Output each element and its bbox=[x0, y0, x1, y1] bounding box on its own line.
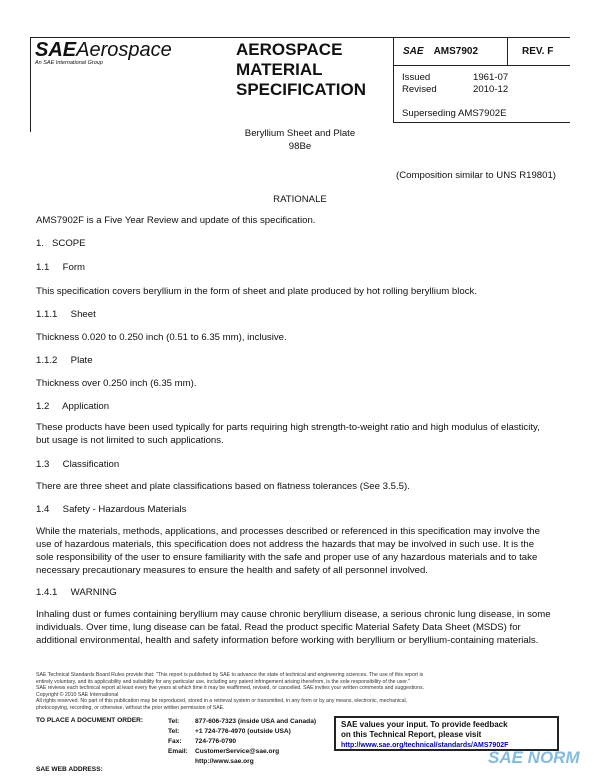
section-text: Inhaling dust or fumes containing beryllium may cause chronic beryllium disease, a serious chronic lung disease, in some bbox=[36, 609, 551, 620]
doc-subtitle: 98Be bbox=[288, 141, 312, 152]
revised-value: 2010-12 bbox=[473, 84, 509, 95]
composition-note: (Composition similar to UNS R19801) bbox=[396, 170, 556, 181]
header-top-border bbox=[30, 37, 570, 38]
section-text: sole responsibility of the user to ensure familiarity with the safe and proper use of any hazardous materials and to take bbox=[36, 552, 538, 563]
section-heading: 1.2 Application bbox=[36, 401, 110, 412]
doc-number: SAE AMS7902 bbox=[403, 46, 479, 57]
web-address[interactable]: http://www.sae.org bbox=[195, 758, 254, 765]
section-text: While the materials, methods, applications, and processes described or referenced in this specification may involve the bbox=[36, 526, 540, 537]
section-text: There are three sheet and plate classifications based on flatness tolerances (See 3.5.5). bbox=[36, 481, 410, 492]
section-heading: 1. SCOPE bbox=[36, 238, 86, 249]
revision: REV. F bbox=[522, 46, 554, 57]
header-divider bbox=[393, 37, 394, 123]
rationale-heading: RATIONALE bbox=[273, 194, 327, 205]
section-heading: 1.3 Classification bbox=[36, 459, 120, 470]
section-text: These products have been used typically for parts requiring high strength-to-weight ratio and high modulus of elasticity, bbox=[36, 422, 540, 433]
section-heading: 1.1 Form bbox=[36, 262, 86, 273]
feedback-box: SAE values your input. To provide feedback on this Technical Report, please visit http://www.sae.org/technical/standards/AMS7902F bbox=[334, 716, 559, 751]
header-left-border bbox=[30, 37, 31, 132]
revised-label: Revised bbox=[402, 84, 437, 95]
sae-norm-watermark: SAE NORM bbox=[488, 748, 580, 767]
rationale-text: AMS7902F is a Five Year Review and update of this specification. bbox=[36, 215, 316, 226]
section-text: necessary precautionary measures to ensure the health and safety of all personnel involved. bbox=[36, 565, 428, 576]
header-bottom-border bbox=[393, 122, 570, 123]
issued-label: Issued bbox=[402, 72, 431, 83]
section-heading: 1.4.1 WARNING bbox=[36, 587, 117, 598]
section-heading: 1.4 Safety - Hazardous Materials bbox=[36, 504, 187, 515]
section-text: use of hazardous materials, this specification does not address the hazards that may be involved in such use. It is the bbox=[36, 539, 535, 550]
section-heading: 1.1.1 Sheet bbox=[36, 309, 96, 320]
superseding: Superseding AMS7902E bbox=[402, 108, 507, 119]
document-type-title: AEROSPACE MATERIAL SPECIFICATION bbox=[236, 40, 367, 99]
section-heading: 1.1.2 Plate bbox=[36, 355, 93, 366]
docnum-underline bbox=[393, 65, 570, 66]
section-text: but usage is not limited to such applications. bbox=[36, 435, 224, 446]
issued-value: 1961-07 bbox=[473, 72, 509, 83]
web-label: SAE WEB ADDRESS: bbox=[36, 766, 103, 773]
section-text: This specification covers beryllium in the form of sheet and plate produced by hot rolling beryllium block. bbox=[36, 286, 477, 297]
section-text: Thickness 0.020 to 0.250 inch (0.51 to 6.35 mm), inclusive. bbox=[36, 332, 287, 343]
section-text: additional environmental, health and safety information before working with beryllium or beryllium-containing materials. bbox=[36, 635, 539, 646]
section-text: individuals. Over time, lung disease can be fatal. Read the product specific Material Safety Data Sheet (MSDS) for bbox=[36, 622, 521, 633]
contacts: Tel: 877-606-7323 (inside USA and Canada) Tel: +1 724-776-4970 (outside USA) Fax: 724-776-0790 Email: CustomerService@sae.org http://www.sae.org bbox=[168, 718, 317, 765]
sae-aerospace-logo: SAEAerospace An SAE International Group bbox=[35, 39, 172, 66]
doc-title: Beryllium Sheet and Plate bbox=[244, 128, 356, 139]
order-label: TO PLACE A DOCUMENT ORDER: bbox=[36, 717, 144, 724]
feedback-link[interactable]: http://www.sae.org/technical/standards/AMS7902F bbox=[341, 742, 509, 749]
section-text: Thickness over 0.250 inch (6.35 mm). bbox=[36, 378, 197, 389]
rev-divider bbox=[507, 37, 508, 65]
legal-notice: SAE Technical Standards Board Rules provide that: "This report is published by SAE to advance the state of technical and engineering sciences. The use of this report is entirely voluntary, and its applicability and suitability for any particular use, including any patent infringement arising therefrom, is the sole responsibility of the user." SAE reviews each technical report at least every five years at which time it may be reaffirmed, revised, or cancelled. SAE invites your written comments and suggestions. Copyright © 2010 SAE International All rights reserved. No part of this publication may be reproduced, stored in a retrieval system or transmitted, in any form or by any means, electronic, mechanical, photocopying, recording, or otherwise, without the prior written permission of SAE. bbox=[36, 672, 424, 711]
